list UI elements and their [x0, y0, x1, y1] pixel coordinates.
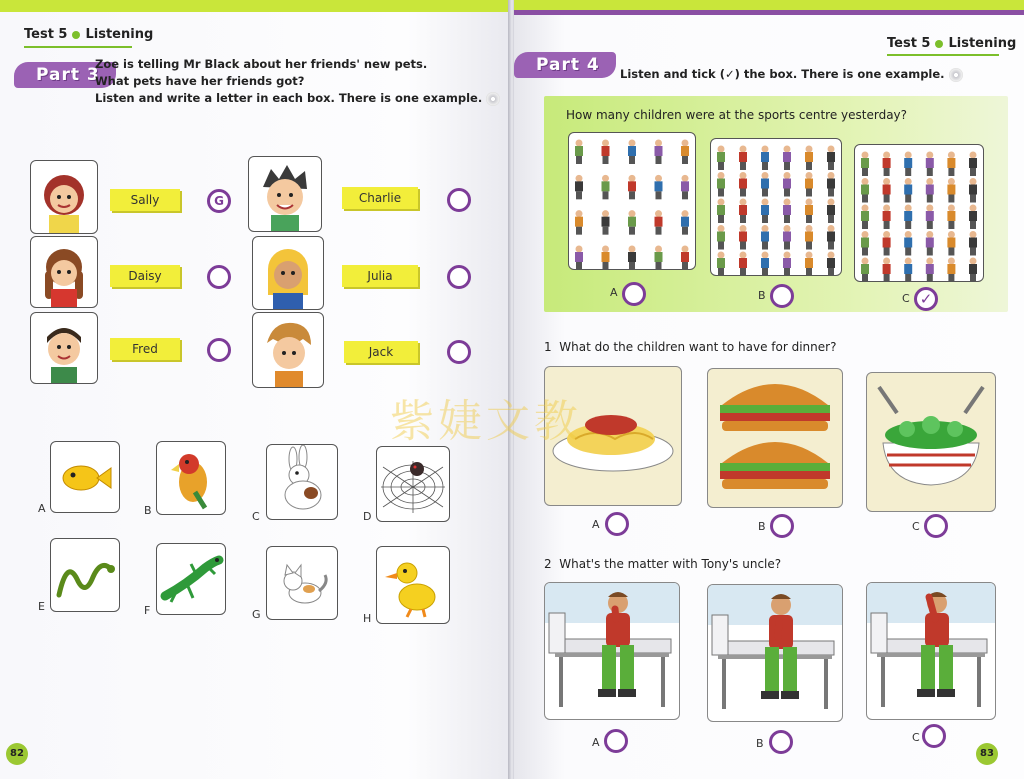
audio-cd-icon	[949, 68, 963, 82]
pet-letter-h: H	[363, 612, 372, 625]
audio-cd-icon	[486, 92, 500, 106]
page-number: 82	[6, 743, 28, 765]
stomach-ache-icon	[708, 585, 842, 721]
example-letter-b: B	[758, 289, 766, 302]
name-label-jack: Jack	[344, 341, 418, 363]
pet-letter-g: G	[252, 608, 261, 621]
right-page	[514, 0, 1024, 779]
top-purple-bar	[514, 10, 1024, 15]
bullet-icon	[935, 40, 943, 48]
name-label-sally: Sally	[110, 189, 180, 211]
snake-icon	[51, 539, 119, 611]
test-label: Test 5	[887, 36, 931, 51]
part-badge: Part 4	[514, 52, 616, 78]
q1-option-b-picture	[707, 368, 843, 508]
q2-option-b-picture	[707, 584, 843, 722]
burgers-icon	[708, 369, 842, 507]
portrait-jack	[252, 312, 324, 388]
q2-letter-b: B	[756, 737, 764, 750]
q2-letter-a: A	[592, 736, 600, 749]
q2-circle-a[interactable]	[604, 729, 628, 753]
answer-circle-daisy[interactable]	[207, 265, 231, 289]
portrait-fred	[30, 312, 98, 384]
header-underline	[887, 54, 999, 56]
instruction: Listen and tick (✓) the box. There is one example.	[620, 66, 963, 83]
example-circle-a[interactable]	[622, 282, 646, 306]
portrait-daisy	[30, 236, 98, 308]
pet-picture-a	[50, 441, 120, 513]
boy-messy-hair-icon	[253, 313, 323, 387]
example-circle-c-ticked[interactable]: ✓	[914, 287, 938, 311]
pet-picture-h	[376, 546, 450, 624]
page-header	[887, 36, 1016, 51]
question-2: 2 What's the matter with Tony's uncle?	[544, 557, 782, 571]
toothache-icon	[545, 583, 679, 719]
q1-circle-c[interactable]	[924, 514, 948, 538]
top-lime-bar	[0, 0, 510, 12]
watermark-text: 紫婕文教	[390, 396, 582, 447]
pet-picture-f	[156, 543, 226, 615]
girl-blonde-icon	[253, 237, 323, 309]
page-header	[24, 27, 153, 42]
children-group-icon	[569, 133, 695, 269]
spider-icon	[377, 447, 449, 521]
pet-letter-c: C	[252, 510, 260, 523]
bullet-icon	[72, 31, 80, 39]
pet-picture-g	[266, 546, 338, 620]
section-label: Listening	[85, 27, 154, 42]
portrait-sally	[30, 160, 98, 234]
test-label: Test 5	[24, 27, 68, 42]
pet-picture-d	[376, 446, 450, 522]
pet-letter-e: E	[38, 600, 45, 613]
name-label-julia: Julia	[342, 265, 418, 287]
example-option-b-picture	[710, 138, 842, 276]
q2-option-a-picture	[544, 582, 680, 720]
pet-picture-e	[50, 538, 120, 612]
portrait-julia	[252, 236, 324, 310]
q1-letter-a: A	[592, 518, 600, 531]
q1-circle-b[interactable]	[770, 514, 794, 538]
example-letter-a: A	[610, 286, 618, 299]
kitten-icon	[267, 547, 337, 619]
answer-circle-julia[interactable]	[447, 265, 471, 289]
question-1: 1 What do the children want to have for dinner?	[544, 340, 837, 354]
answer-circle-sally[interactable]: G	[207, 189, 231, 213]
lizard-icon	[157, 544, 225, 614]
parrot-icon	[157, 442, 225, 514]
boy-short-hair-icon	[31, 313, 97, 383]
instructions	[95, 56, 500, 107]
q1-letter-b: B	[758, 520, 766, 533]
boy-spiky-hair-icon	[249, 157, 321, 231]
instruction-line: Zoe is telling Mr Black about her friends' new pets.	[95, 57, 428, 71]
instruction-line: What pets have her friends got?	[95, 74, 305, 88]
pet-letter-a: A	[38, 502, 46, 515]
section-label: Listening	[948, 36, 1017, 51]
pet-letter-d: D	[363, 510, 372, 523]
headache-icon	[867, 583, 995, 719]
name-label-fred: Fred	[110, 338, 180, 360]
example-letter-c: C	[902, 292, 910, 305]
children-group-icon	[855, 145, 983, 281]
header-underline	[24, 46, 132, 48]
part-badge: Part 3	[14, 62, 116, 88]
example-option-c-picture	[854, 144, 984, 282]
girl-pigtails-icon	[31, 237, 97, 307]
example-box	[544, 96, 1008, 312]
q1-letter-c: C	[912, 520, 920, 533]
pet-picture-c	[266, 444, 338, 520]
answer-circle-charlie[interactable]	[447, 188, 471, 212]
page-number: 83	[976, 743, 998, 765]
name-label-charlie: Charlie	[342, 187, 418, 209]
example-question: How many children were at the sports centre yesterday?	[566, 108, 908, 122]
portrait-charlie	[248, 156, 322, 232]
instruction-line: Listen and write a letter in each box. There is one example.	[95, 90, 500, 107]
example-circle-b[interactable]	[770, 284, 794, 308]
q1-circle-a[interactable]	[605, 512, 629, 536]
pet-letter-b: B	[144, 504, 152, 517]
girl-curly-hair-icon	[31, 161, 97, 233]
answer-circle-fred[interactable]	[207, 338, 231, 362]
q2-circle-b[interactable]	[769, 730, 793, 754]
salad-icon	[867, 373, 995, 511]
pet-picture-b	[156, 441, 226, 515]
q2-option-c-picture	[866, 582, 996, 720]
name-label-daisy: Daisy	[110, 265, 180, 287]
q2-letter-c: C	[912, 731, 920, 744]
pet-letter-f: F	[144, 604, 151, 617]
fish-icon	[51, 442, 119, 512]
example-option-a-picture	[568, 132, 696, 270]
duck-icon	[377, 547, 449, 623]
q1-option-c-picture	[866, 372, 996, 512]
q2-circle-c[interactable]	[922, 724, 946, 748]
children-group-icon	[711, 139, 841, 275]
rabbit-icon	[267, 445, 337, 519]
answer-circle-jack[interactable]	[447, 340, 471, 364]
